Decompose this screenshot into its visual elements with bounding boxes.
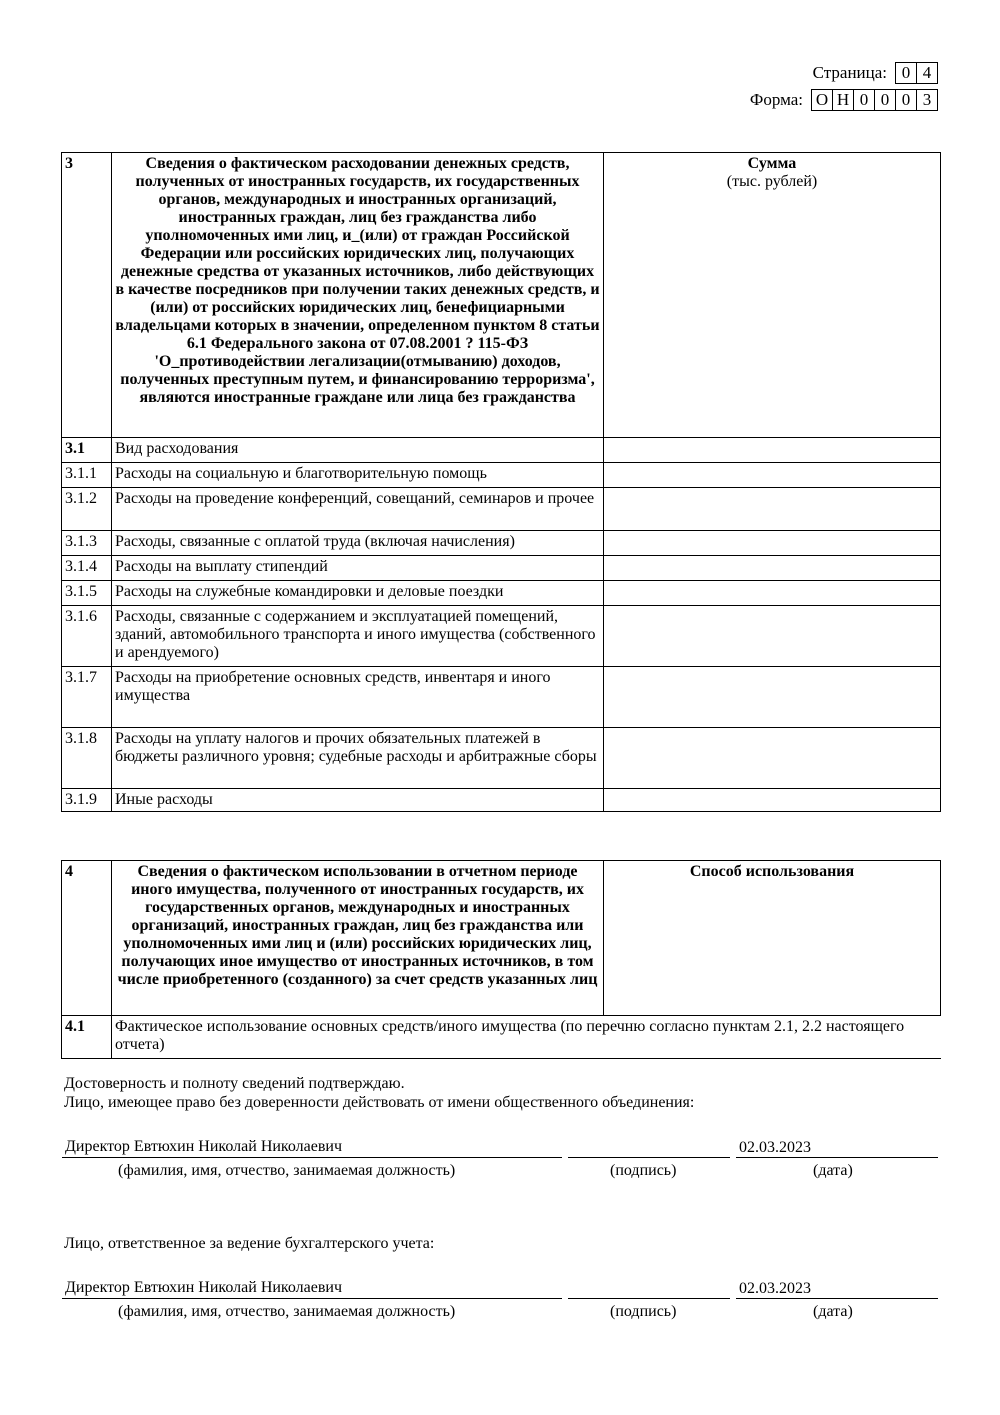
signature-caption: (подпись) — [610, 1303, 677, 1320]
row-sum — [604, 531, 941, 556]
table-row — [62, 667, 941, 728]
confirmation-text — [64, 1074, 694, 1112]
row-label: Фактическое использование основных средств/иного имущества (по перечню согласно пунктам 2.1, 2.2 настоящего отчета) — [112, 1016, 941, 1059]
section4-header-row — [62, 861, 941, 1016]
section-number: 4 — [62, 861, 112, 1016]
table-row — [62, 789, 941, 812]
table-row — [62, 438, 941, 463]
signature-block-head — [62, 1137, 938, 1158]
row-sum — [604, 667, 941, 728]
sum-column-header — [604, 153, 941, 438]
form-code-row — [750, 89, 938, 111]
date-field: 02.03.2023 — [736, 1138, 938, 1158]
table-row — [62, 728, 941, 789]
row-number: 3.1.7 — [62, 667, 112, 728]
row-sum — [604, 581, 941, 606]
section4-title: Сведения о фактическом использовании в отчетном периоде иного имущества, полученного от иностранных государств, их государственных органов, международных и иностранных организаций, иностранных граждан, лиц без гражданства или уполномоченных ими лиц и (или) российских юридических лиц, получающих иное имущество от иностранных источников, в том числе приобретенного (созданного) за счет средств указанных лиц — [112, 861, 604, 1016]
row-number: 3.1.6 — [62, 606, 112, 667]
signature-field — [568, 1278, 730, 1299]
row-sum — [604, 488, 941, 531]
row-number: 3.1.1 — [62, 463, 112, 488]
date-caption: (дата) — [813, 1162, 853, 1179]
row-label: Расходы, связанные с оплатой труда (включая начисления) — [112, 531, 604, 556]
row-sum — [604, 606, 941, 667]
name-caption: (фамилия, имя, отчество, занимаемая должность) — [118, 1303, 456, 1320]
property-usage-table — [61, 860, 941, 1059]
signature-caption: (подпись) — [610, 1162, 677, 1179]
form-cell: 0 — [874, 90, 895, 110]
row-number: 3.1.5 — [62, 581, 112, 606]
row-label: Вид расходования — [112, 438, 604, 463]
row-label: Расходы на служебные командировки и деловые поездки — [112, 581, 604, 606]
accountant-label: Лицо, ответственное за ведение бухгалтерского учета: — [64, 1235, 435, 1252]
row-label: Расходы на социальную и благотворительную помощь — [112, 463, 604, 488]
sum-unit: (тыс. рублей) — [726, 173, 818, 190]
method-column-header: Способ использования — [604, 861, 941, 1016]
date-field: 02.03.2023 — [736, 1279, 938, 1299]
row-sum — [604, 438, 941, 463]
sum-label: Сумма — [747, 155, 797, 172]
signer-name-field: Директор Евтюхин Николай Николаевич — [62, 1278, 562, 1299]
form-code-cells — [811, 89, 938, 111]
row-label: Расходы, связанные с содержанием и эксплуатацией помещений, зданий, автомобильного транспорта и иного имущества (собственного и арендуемого) — [112, 606, 604, 667]
row-sum — [604, 789, 941, 812]
authorized-person-label: Лицо, имеющее право без доверенности действовать от имени общественного объединения: — [64, 1094, 695, 1111]
row-sum — [604, 728, 941, 789]
row-sum — [604, 463, 941, 488]
table-row — [62, 488, 941, 531]
date-caption: (дата) — [813, 1303, 853, 1320]
table-row — [62, 556, 941, 581]
row-number: 3.1.9 — [62, 789, 112, 812]
page-cell: 4 — [916, 63, 937, 83]
form-cell: 0 — [895, 90, 916, 110]
row-label: Расходы на проведение конференций, совещаний, семинаров и прочее — [112, 488, 604, 531]
confirmation-line: Достоверность и полноту сведений подтверждаю. — [64, 1075, 405, 1092]
name-caption: (фамилия, имя, отчество, занимаемая должность) — [118, 1162, 456, 1179]
row-sum — [604, 556, 941, 581]
row-number: 3.1.8 — [62, 728, 112, 789]
form-cell: 3 — [916, 90, 937, 110]
table-row — [62, 581, 941, 606]
table-row — [62, 531, 941, 556]
row-label: Иные расходы — [112, 789, 604, 812]
expenditure-table — [61, 152, 941, 812]
signature-field — [568, 1137, 730, 1158]
page-label: Страница: — [812, 63, 887, 82]
row-number: 3.1.2 — [62, 488, 112, 531]
row-number: 3.1.3 — [62, 531, 112, 556]
form-cell: Н — [832, 90, 853, 110]
table-row — [62, 463, 941, 488]
page-cell: 0 — [901, 63, 911, 82]
row-label: Расходы на уплату налогов и прочих обязательных платежей в бюджеты различного уровня; судебные расходы и арбитражные сборы — [112, 728, 604, 789]
row-label: Расходы на выплату стипендий — [112, 556, 604, 581]
page-number-row — [813, 62, 938, 84]
row-number: 3.1.4 — [62, 556, 112, 581]
row-number: 3.1 — [62, 438, 112, 463]
section3-title: Сведения о фактическом расходовании денежных средств, полученных от иностранных государств, их государственных органов, международных и иностранных организаций, иностранных граждан, лиц без гражданства либо уполномоченных ими лиц, и_(или) от граждан Российской Федерации или российских юридических лиц, получающих денежные средства от указанных источников, либо действующих в качестве посредников при получении таких денежных средств, и (или) от российских юридических лиц, бенефициарными владельцами которых в значении, определенном пунктом 8 статьи 6.1 Федерального закона от 07.08.2001 ? 115-ФЗ 'О_противодействии легализации(отмыванию) доходов, полученных преступным путем, и финансированию терроризма', являются иностранные граждане или лица без гражданства — [112, 153, 604, 438]
signature-block-accountant — [62, 1278, 938, 1299]
form-label: Форма: — [749, 90, 803, 109]
table-row — [62, 1016, 941, 1059]
form-cell: 0 — [853, 90, 874, 110]
row-number: 4.1 — [62, 1016, 112, 1059]
form-cell: О — [815, 90, 829, 109]
row-label: Расходы на приобретение основных средств, инвентаря и иного имущества — [112, 667, 604, 728]
signer-name-field: Директор Евтюхин Николай Николаевич — [62, 1137, 562, 1158]
table-row — [62, 606, 941, 667]
section3-header-row — [62, 153, 941, 438]
page-number-cells — [895, 62, 938, 84]
section-number: 3 — [62, 153, 112, 438]
